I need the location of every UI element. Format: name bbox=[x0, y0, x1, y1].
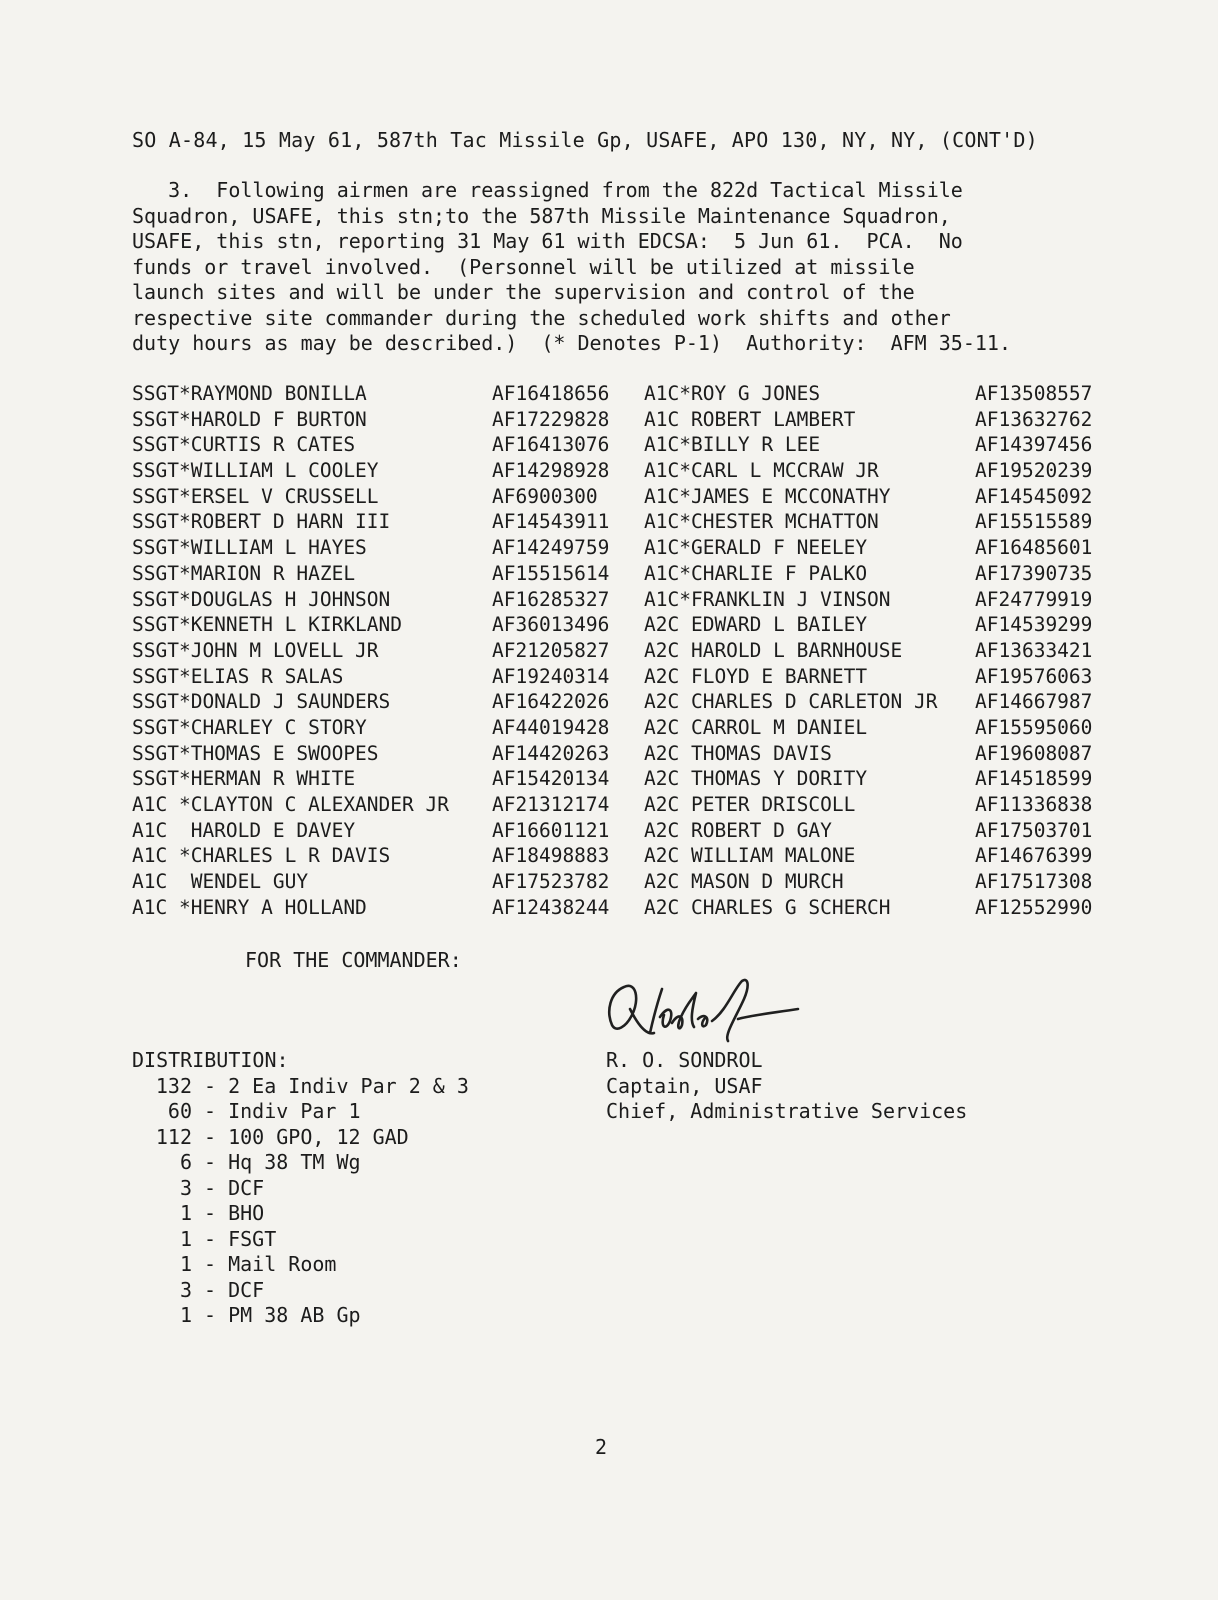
distribution-row bbox=[132, 1176, 289, 1202]
airman-name: A2C CHARLES G SCHERCH bbox=[644, 895, 891, 919]
service-number: AF15420134 bbox=[492, 767, 610, 791]
service-number: AF14249759 bbox=[492, 536, 610, 560]
distribution-quantity: 112 bbox=[155, 1124, 192, 1149]
airman-name: SSGT*WILLIAM L COOLEY bbox=[132, 459, 379, 483]
paragraph-line: duty hours as may be described.) (* Denotes P-1) Authority: AFM 35-11. bbox=[132, 331, 1011, 355]
airman-name: SSGT*KENNETH L KIRKLAND bbox=[132, 613, 403, 637]
service-number: AF16601121 bbox=[492, 818, 610, 842]
service-number: AF12552990 bbox=[975, 895, 1093, 919]
service-number: AF15595060 bbox=[975, 715, 1093, 739]
airman-name: SSGT*CHARLEY C STORY bbox=[132, 715, 367, 739]
service-number: AF19576063 bbox=[975, 664, 1093, 688]
service-number: AF17517308 bbox=[975, 870, 1093, 894]
paragraph-line: launch sites and will be under the supervision and control of the bbox=[132, 280, 915, 304]
for-the-commander: FOR THE COMMANDER: bbox=[245, 948, 462, 972]
distribution-quantity: 3 bbox=[179, 1277, 192, 1302]
service-number: AF17390735 bbox=[975, 561, 1093, 585]
paragraph-3 bbox=[132, 178, 1072, 357]
paragraph-line: 3. Following airmen are reassigned from the 822d Tactical Missile bbox=[132, 178, 963, 202]
airman-name: SSGT*THOMAS E SWOOPES bbox=[132, 741, 379, 765]
airman-name: SSGT*MARION R HAZEL bbox=[132, 561, 356, 585]
distribution-recipient: - Indiv Par 1 bbox=[204, 1099, 361, 1123]
service-number: AF14298928 bbox=[492, 459, 610, 483]
airman-name: A1C*FRANKLIN J VINSON bbox=[644, 587, 891, 611]
service-number: AF14397456 bbox=[975, 433, 1093, 457]
page-number: 2 bbox=[595, 1435, 608, 1459]
service-number: AF19240314 bbox=[492, 664, 610, 688]
service-number: AF16285327 bbox=[492, 587, 610, 611]
signer-title: Chief, Administrative Services bbox=[606, 1099, 968, 1123]
distribution-recipient: - FSGT bbox=[204, 1226, 277, 1251]
signature-block bbox=[606, 1048, 967, 1125]
distribution-quantity: 60 bbox=[167, 1099, 192, 1123]
airman-name: A2C CHARLES D CARLETON JR bbox=[644, 690, 938, 714]
distribution-quantity: 1 bbox=[179, 1226, 192, 1251]
service-number: AF36013496 bbox=[492, 613, 610, 637]
distribution-quantity: 6 bbox=[179, 1150, 192, 1174]
paragraph-line: respective site commander during the scheduled work shifts and other bbox=[132, 305, 951, 330]
service-number: AF13508557 bbox=[975, 382, 1093, 405]
airman-name: A2C FLOYD E BARNETT bbox=[644, 664, 868, 688]
airman-name: SSGT*ELIAS R SALAS bbox=[132, 664, 344, 688]
distribution-list bbox=[132, 1048, 469, 1329]
distribution-recipient: - DCF bbox=[204, 1175, 265, 1200]
service-number: AF14676399 bbox=[975, 844, 1093, 868]
airman-name: A1C WENDEL GUY bbox=[132, 870, 309, 894]
signature-image bbox=[602, 975, 832, 1045]
service-number: AF16413076 bbox=[492, 433, 610, 457]
airman-name: A1C*CHESTER MCHATTON bbox=[644, 510, 879, 534]
distribution-recipient: - PM 38 AB Gp bbox=[204, 1303, 361, 1327]
airman-name: A1C*BILLY R LEE bbox=[644, 433, 821, 457]
service-number: AF21312174 bbox=[492, 793, 610, 816]
service-number: AF17523782 bbox=[492, 870, 610, 894]
service-number: AF16422026 bbox=[492, 690, 610, 714]
service-number: AF14539299 bbox=[975, 613, 1093, 637]
service-number: AF15515614 bbox=[492, 561, 610, 585]
airman-name: SSGT*HAROLD F BURTON bbox=[132, 407, 367, 431]
service-number: AF11336838 bbox=[975, 793, 1093, 816]
distribution-quantity: 1 bbox=[179, 1201, 192, 1225]
service-number: AF21205827 bbox=[492, 638, 610, 662]
paragraph-line: funds or travel involved. (Personnel will be utilized at missile bbox=[132, 254, 915, 279]
airman-name: A1C*GERALD F NEELEY bbox=[644, 536, 868, 560]
distribution-recipient: - BHO bbox=[204, 1201, 265, 1225]
signer-rank: Captain, USAF bbox=[606, 1073, 763, 1098]
order-header: SO A-84, 15 May 61, 587th Tac Missile Gp, USAFE, APO 130, NY, NY, (CONT'D) bbox=[132, 128, 1038, 152]
airman-name: A2C EDWARD L BAILEY bbox=[644, 613, 868, 637]
distribution-row bbox=[132, 1252, 337, 1278]
distribution-row bbox=[132, 1150, 361, 1176]
distribution-row bbox=[132, 1278, 289, 1304]
airman-name: A2C MASON D MURCH bbox=[644, 870, 844, 894]
airman-name: SSGT*ERSEL V CRUSSELL bbox=[132, 484, 379, 508]
distribution-quantity: 1 bbox=[179, 1252, 192, 1276]
paragraph-line: USAFE, this stn, reporting 31 May 61 with EDCSA: 5 Jun 61. PCA. No bbox=[132, 229, 963, 253]
distribution-rows bbox=[132, 1073, 469, 1329]
distribution-recipient: - 100 GPO, 12 GAD bbox=[204, 1124, 409, 1149]
distribution-row bbox=[132, 1201, 289, 1227]
airman-name: A2C ROBERT D GAY bbox=[644, 818, 832, 842]
service-number: AF17229828 bbox=[492, 407, 610, 431]
airman-name: A2C CARROL M DANIEL bbox=[644, 715, 868, 739]
airman-name: A1C*JAMES E MCCONATHY bbox=[644, 484, 891, 508]
airman-name: A2C THOMAS Y DORITY bbox=[644, 767, 868, 791]
airman-name: SSGT*CURTIS R CATES bbox=[132, 433, 356, 457]
service-number: AF44019428 bbox=[492, 715, 610, 739]
service-number: AF12438244 bbox=[492, 895, 610, 919]
distribution-recipient: - 2 Ea Indiv Par 2 & 3 bbox=[204, 1073, 469, 1098]
distribution-label: DISTRIBUTION: bbox=[132, 1048, 289, 1072]
airman-name: A2C WILLIAM MALONE bbox=[644, 844, 856, 868]
distribution-row bbox=[132, 1227, 289, 1253]
airman-name: A1C*ROY G JONES bbox=[644, 382, 821, 405]
distribution-row bbox=[132, 1303, 361, 1329]
distribution-quantity: 3 bbox=[179, 1175, 192, 1200]
service-number: AF18498883 bbox=[492, 844, 610, 868]
distribution-recipient: - DCF bbox=[204, 1277, 265, 1302]
service-number: AF14667987 bbox=[975, 690, 1093, 714]
airman-name: A1C *CLAYTON C ALEXANDER JR bbox=[132, 793, 449, 816]
signer-name: R. O. SONDROL bbox=[606, 1048, 763, 1072]
airman-name: A2C HAROLD L BARNHOUSE bbox=[644, 638, 903, 662]
airman-name: SSGT*WILLIAM L HAYES bbox=[132, 536, 367, 560]
airman-name: SSGT*DOUGLAS H JOHNSON bbox=[132, 587, 391, 611]
airman-name: A2C PETER DRISCOLL bbox=[644, 793, 856, 816]
service-number: AF13633421 bbox=[975, 638, 1093, 662]
service-number: AF24779919 bbox=[975, 587, 1093, 611]
service-number: AF15515589 bbox=[975, 510, 1093, 534]
service-number: AF14420263 bbox=[492, 741, 610, 765]
airman-name: SSGT*RAYMOND BONILLA bbox=[132, 382, 367, 405]
service-number: AF14518599 bbox=[975, 767, 1093, 791]
airman-name: A1C *HENRY A HOLLAND bbox=[132, 895, 367, 919]
distribution-quantity: 1 bbox=[179, 1303, 192, 1327]
airman-name: A2C THOMAS DAVIS bbox=[644, 741, 832, 765]
airman-name: A1C*CHARLIE F PALKO bbox=[644, 561, 868, 585]
service-number: AF14543911 bbox=[492, 510, 610, 534]
airman-name: A1C *CHARLES L R DAVIS bbox=[132, 844, 391, 868]
service-number: AF19608087 bbox=[975, 741, 1093, 765]
airman-name: SSGT*DONALD J SAUNDERS bbox=[132, 690, 391, 714]
service-number: AF19520239 bbox=[975, 459, 1093, 483]
airman-name: A1C ROBERT LAMBERT bbox=[644, 407, 856, 431]
distribution-row bbox=[132, 1099, 361, 1125]
service-number: AF6900300 bbox=[492, 484, 598, 508]
service-number: AF17503701 bbox=[975, 818, 1093, 842]
airman-name: A1C HAROLD E DAVEY bbox=[132, 818, 356, 842]
airman-name: SSGT*ROBERT D HARN III bbox=[132, 510, 391, 534]
service-number: AF16485601 bbox=[975, 536, 1093, 560]
airman-name: SSGT*JOHN M LOVELL JR bbox=[132, 638, 379, 662]
distribution-row bbox=[132, 1073, 469, 1100]
distribution-quantity: 132 bbox=[155, 1073, 192, 1098]
service-number: AF16418656 bbox=[492, 382, 610, 405]
airman-name: A1C*CARL L MCCRAW JR bbox=[644, 459, 879, 483]
airman-name: SSGT*HERMAN R WHITE bbox=[132, 767, 356, 791]
service-number: AF13632762 bbox=[975, 407, 1093, 431]
paragraph-line: Squadron, USAFE, this stn;to the 587th Missile Maintenance Squadron, bbox=[132, 203, 951, 228]
distribution-recipient: - Mail Room bbox=[204, 1252, 337, 1276]
distribution-recipient: - Hq 38 TM Wg bbox=[204, 1150, 361, 1174]
distribution-row bbox=[132, 1124, 409, 1151]
service-number: AF14545092 bbox=[975, 484, 1093, 508]
